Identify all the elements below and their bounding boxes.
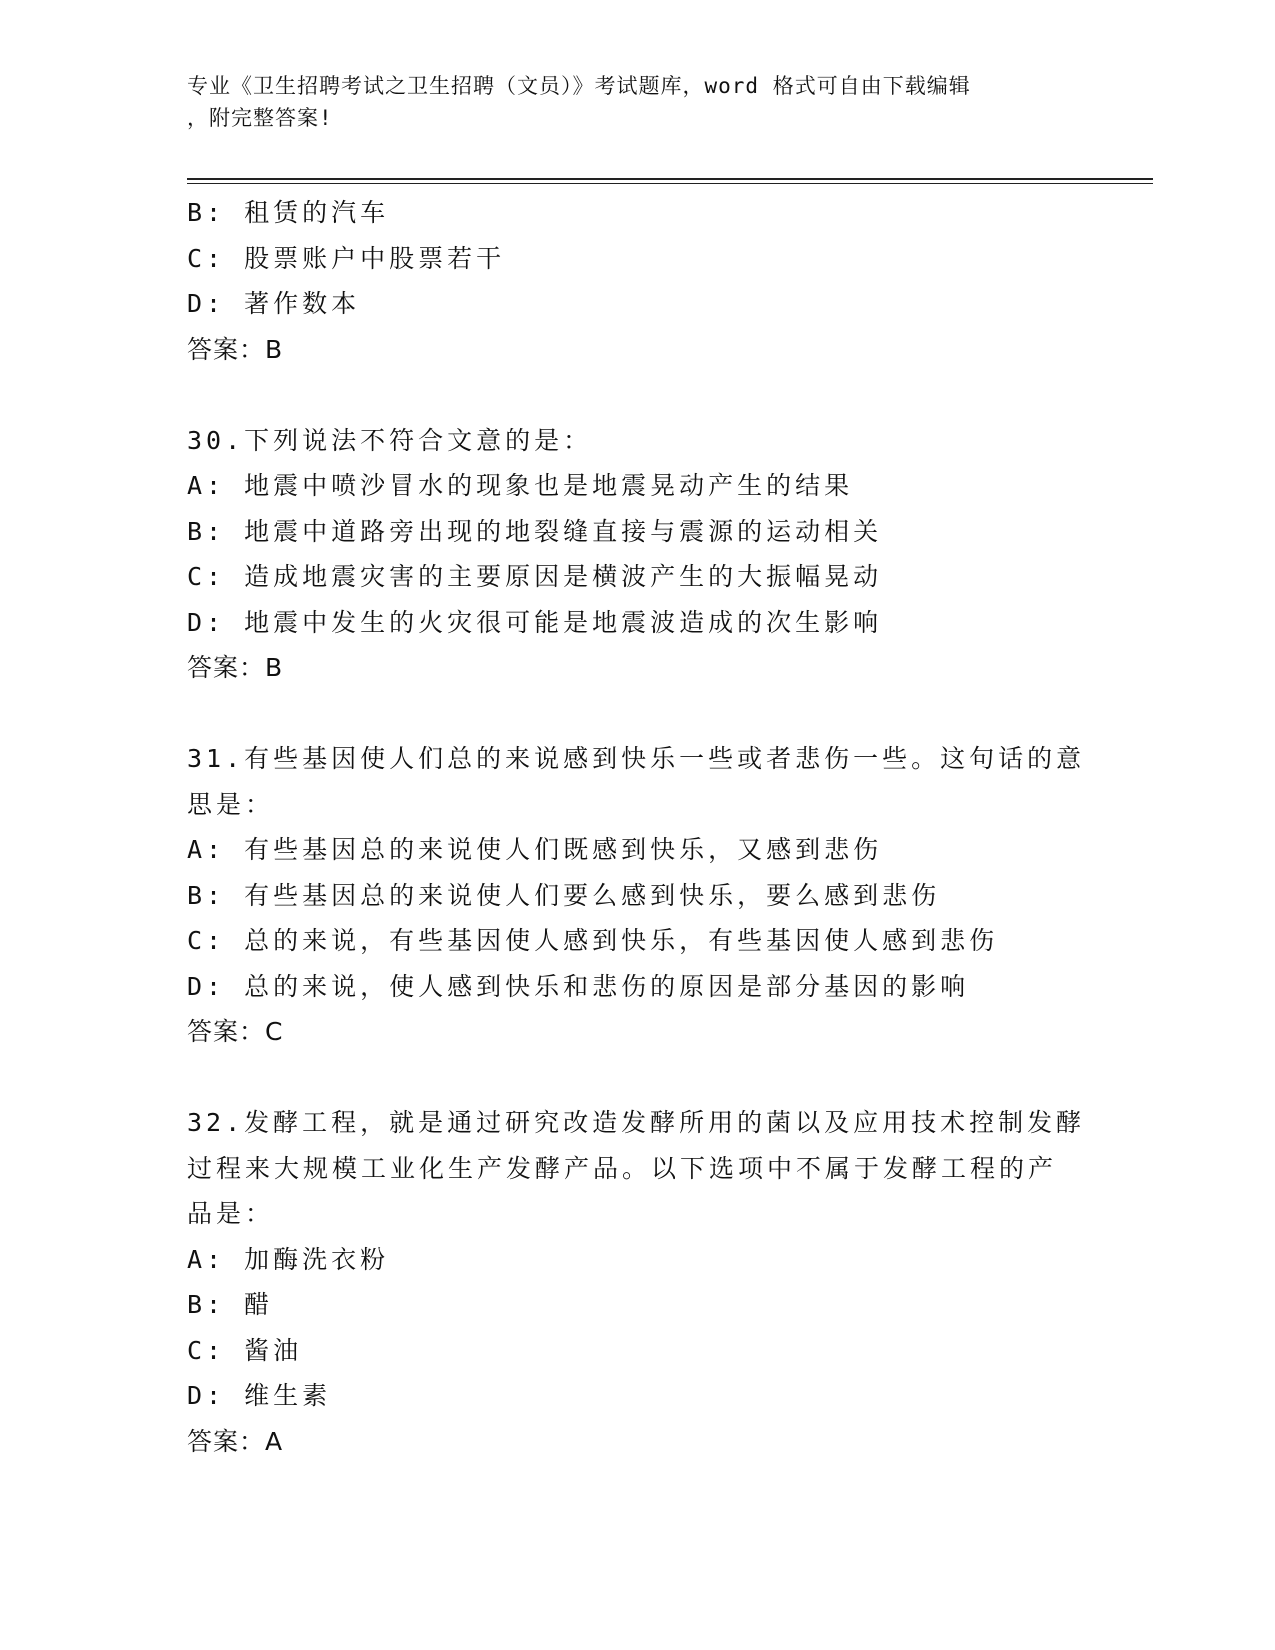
question-stem: 思是：	[187, 789, 275, 819]
option-a: A: 有些基因总的来说使人们既感到快乐，又感到悲伤	[187, 835, 883, 864]
question-30	[187, 418, 1087, 691]
answer-line: 答案：C	[187, 1017, 284, 1046]
question-32	[187, 1100, 1087, 1464]
option-d: D: 地震中发生的火灾很可能是地震波造成的次生影响	[187, 607, 883, 637]
answer-line: 答案：A	[187, 1426, 284, 1456]
spacer	[187, 1055, 1087, 1101]
header-divider-thick	[187, 178, 1153, 180]
option-c: C: 酱油	[187, 1335, 303, 1365]
option-a: A: 地震中喷沙冒水的现象也是地震晃动产生的结果	[187, 471, 854, 500]
option-d: D: 维生素	[187, 1381, 332, 1410]
question-list	[187, 190, 1087, 1464]
document-header	[187, 70, 1087, 134]
spacer	[187, 372, 1087, 418]
header-line-2: ，附完整答案!	[187, 106, 333, 130]
option-c: C: 股票账户中股票若干	[187, 243, 506, 273]
answer-line: 答案：B	[187, 653, 284, 682]
option-b: B: 租赁的汽车	[187, 198, 390, 227]
previous-question	[187, 190, 1087, 372]
question-stem: 30.下列说法不符合文意的是：	[187, 425, 593, 455]
answer-line: 答案：B	[187, 334, 284, 364]
option-c: C: 造成地震灾害的主要原因是横波产生的大振幅晃动	[187, 562, 883, 591]
option-b: B: 地震中道路旁出现的地裂缝直接与震源的运动相关	[187, 516, 883, 546]
option-a: A: 加酶洗衣粉	[187, 1244, 390, 1274]
question-stem: 31.有些基因使人们总的来说感到快乐一些或者悲伤一些。这句话的意	[187, 744, 1086, 773]
question-31	[187, 736, 1087, 1055]
question-stem: 品是：	[187, 1199, 275, 1228]
option-b: B: 有些基因总的来说使人们要么感到快乐，要么感到悲伤	[187, 880, 941, 910]
question-stem: 过程来大规模工业化生产发酵产品。以下选项中不属于发酵工程的产	[187, 1153, 1058, 1183]
option-d: D: 著作数本	[187, 289, 361, 318]
option-d: D: 总的来说，使人感到快乐和悲伤的原因是部分基因的影响	[187, 971, 970, 1001]
header-divider-thin	[187, 183, 1153, 184]
option-c: C: 总的来说，有些基因使人感到快乐，有些基因使人感到悲伤	[187, 926, 999, 955]
option-b: B: 醋	[187, 1290, 274, 1319]
spacer	[187, 691, 1087, 737]
header-line-1: 专业《卫生招聘考试之卫生招聘（文员）》考试题库，word 格式可自由下载编辑	[187, 74, 971, 98]
question-stem: 32.发酵工程，就是通过研究改造发酵所用的菌以及应用技术控制发酵	[187, 1108, 1086, 1137]
